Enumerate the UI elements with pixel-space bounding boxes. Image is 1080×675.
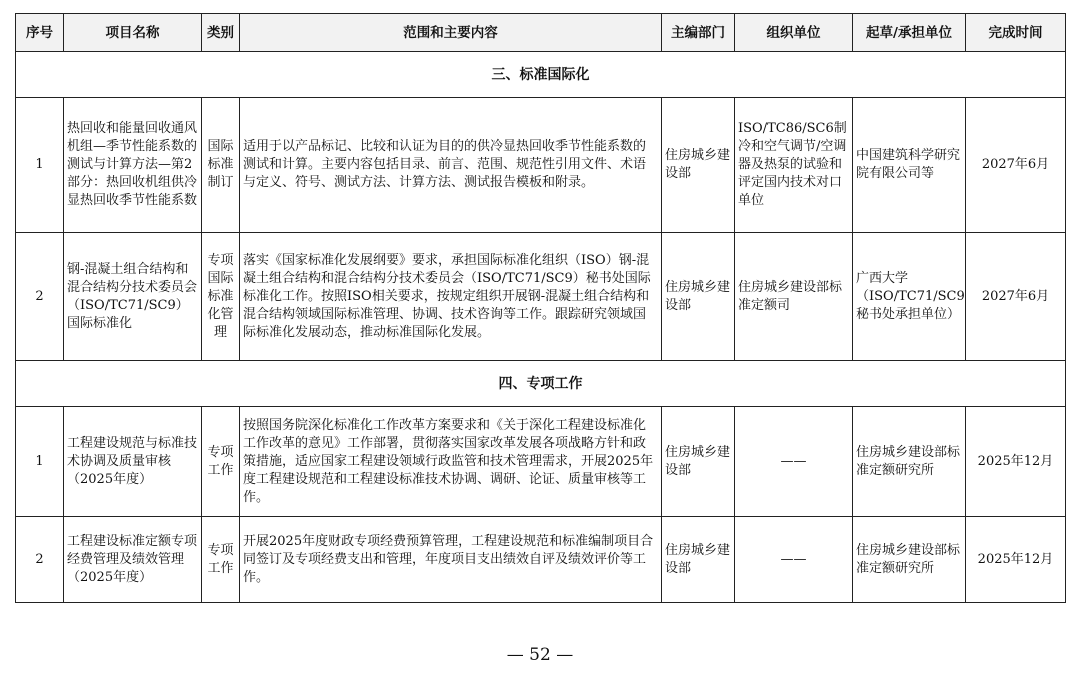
cell-org: 住房城乡建设部标准定额司 (735, 233, 853, 361)
cell-no: 1 (16, 98, 64, 233)
cell-no: 2 (16, 517, 64, 603)
cell-editor: 住房城乡建设部 (662, 517, 735, 603)
cell-no: 1 (16, 407, 64, 517)
header-drafter: 起草/承担单位 (853, 14, 966, 52)
page-number: — 52 — (506, 645, 574, 665)
cell-deadline: 2025年12月 (966, 517, 1066, 603)
cell-org: —— (735, 407, 853, 517)
cell-category: 专项工作 (202, 407, 240, 517)
section-title: 三、标准国际化 (16, 52, 1066, 98)
cell-org: —— (735, 517, 853, 603)
cell-drafter: 中国建筑科学研究院有限公司等 (853, 98, 966, 233)
cell-content: 开展2025年度财政专项经费预算管理，工程建设规范和标准编制项目合同签订及专项经费支出和管理，年度项目支出绩效自评及绩效评价等工作。 (240, 517, 662, 603)
table-row (16, 407, 1066, 517)
cell-drafter: 住房城乡建设部标准定额研究所 (853, 517, 966, 603)
header-editor: 主编部门 (662, 14, 735, 52)
cell-name: 热回收和能量回收通风机组—季节性能系数的测试与计算方法—第2部分：热回收机组供冷显热回收季节性能系数 (64, 98, 202, 233)
cell-category: 专项国际标准化管理 (202, 233, 240, 361)
cell-deadline: 2025年12月 (966, 407, 1066, 517)
section-row (16, 361, 1066, 407)
cell-editor: 住房城乡建设部 (662, 407, 735, 517)
cell-drafter: 住房城乡建设部标准定额研究所 (853, 407, 966, 517)
cell-no: 2 (16, 233, 64, 361)
header-category: 类别 (202, 14, 240, 52)
cell-deadline: 2027年6月 (966, 233, 1066, 361)
header-name: 项目名称 (64, 14, 202, 52)
cell-name: 工程建设规范与标准技术协调及质量审核（2025年度） (64, 407, 202, 517)
cell-editor: 住房城乡建设部 (662, 233, 735, 361)
table-row (16, 98, 1066, 233)
cell-category: 国际标准制订 (202, 98, 240, 233)
cell-deadline: 2027年6月 (966, 98, 1066, 233)
cell-content: 落实《国家标准化发展纲要》要求，承担国际标准化组织（ISO）钢-混凝土组合结构和混合结构分技术委员会（ISO/TC71/SC9）秘书处国际标准化工作。按照ISO相关要求，按规定组织开展钢-混凝土组合结构和混合结构领域国际标准管理、协调、技术咨询等工作。跟踪研究领域国际标准化发展动态，推动标准国际化发展。 (240, 233, 662, 361)
standards-plan-table (15, 13, 1066, 603)
cell-org: ISO/TC86/SC6制冷和空气调节/空调器及热泵的试验和评定国内技术对口单位 (735, 98, 853, 233)
header-deadline: 完成时间 (966, 14, 1066, 52)
section-row (16, 52, 1066, 98)
cell-editor: 住房城乡建设部 (662, 98, 735, 233)
header-row (16, 14, 1066, 52)
cell-category: 专项工作 (202, 517, 240, 603)
header-content: 范围和主要内容 (240, 14, 662, 52)
table-row (16, 233, 1066, 361)
cell-drafter: 广西大学（ISO/TC71/SC9秘书处承担单位） (853, 233, 966, 361)
cell-name: 工程建设标准定额专项经费管理及绩效管理（2025年度） (64, 517, 202, 603)
header-org: 组织单位 (735, 14, 853, 52)
header-no: 序号 (16, 14, 64, 52)
cell-name: 钢-混凝土组合结构和混合结构分技术委员会（ISO/TC71/SC9）国际标准化 (64, 233, 202, 361)
table-row (16, 517, 1066, 603)
cell-content: 按照国务院深化标准化工作改革方案要求和《关于深化工程建设标准化工作改革的意见》工作部署，贯彻落实国家改革发展各项战略方针和政策措施，适应国家工程建设领域行政监管和技术管理需求，开展2025年度工程建设规范和工程建设标准技术协调、调研、论证、质量审核等工作。 (240, 407, 662, 517)
section-title: 四、专项工作 (16, 361, 1066, 407)
cell-content: 适用于以产品标记、比较和认证为目的的供冷显热回收季节性能系数的测试和计算。主要内容包括目录、前言、范围、规范性引用文件、术语与定义、符号、测试方法、计算方法、测试报告模板和附录。 (240, 98, 662, 233)
